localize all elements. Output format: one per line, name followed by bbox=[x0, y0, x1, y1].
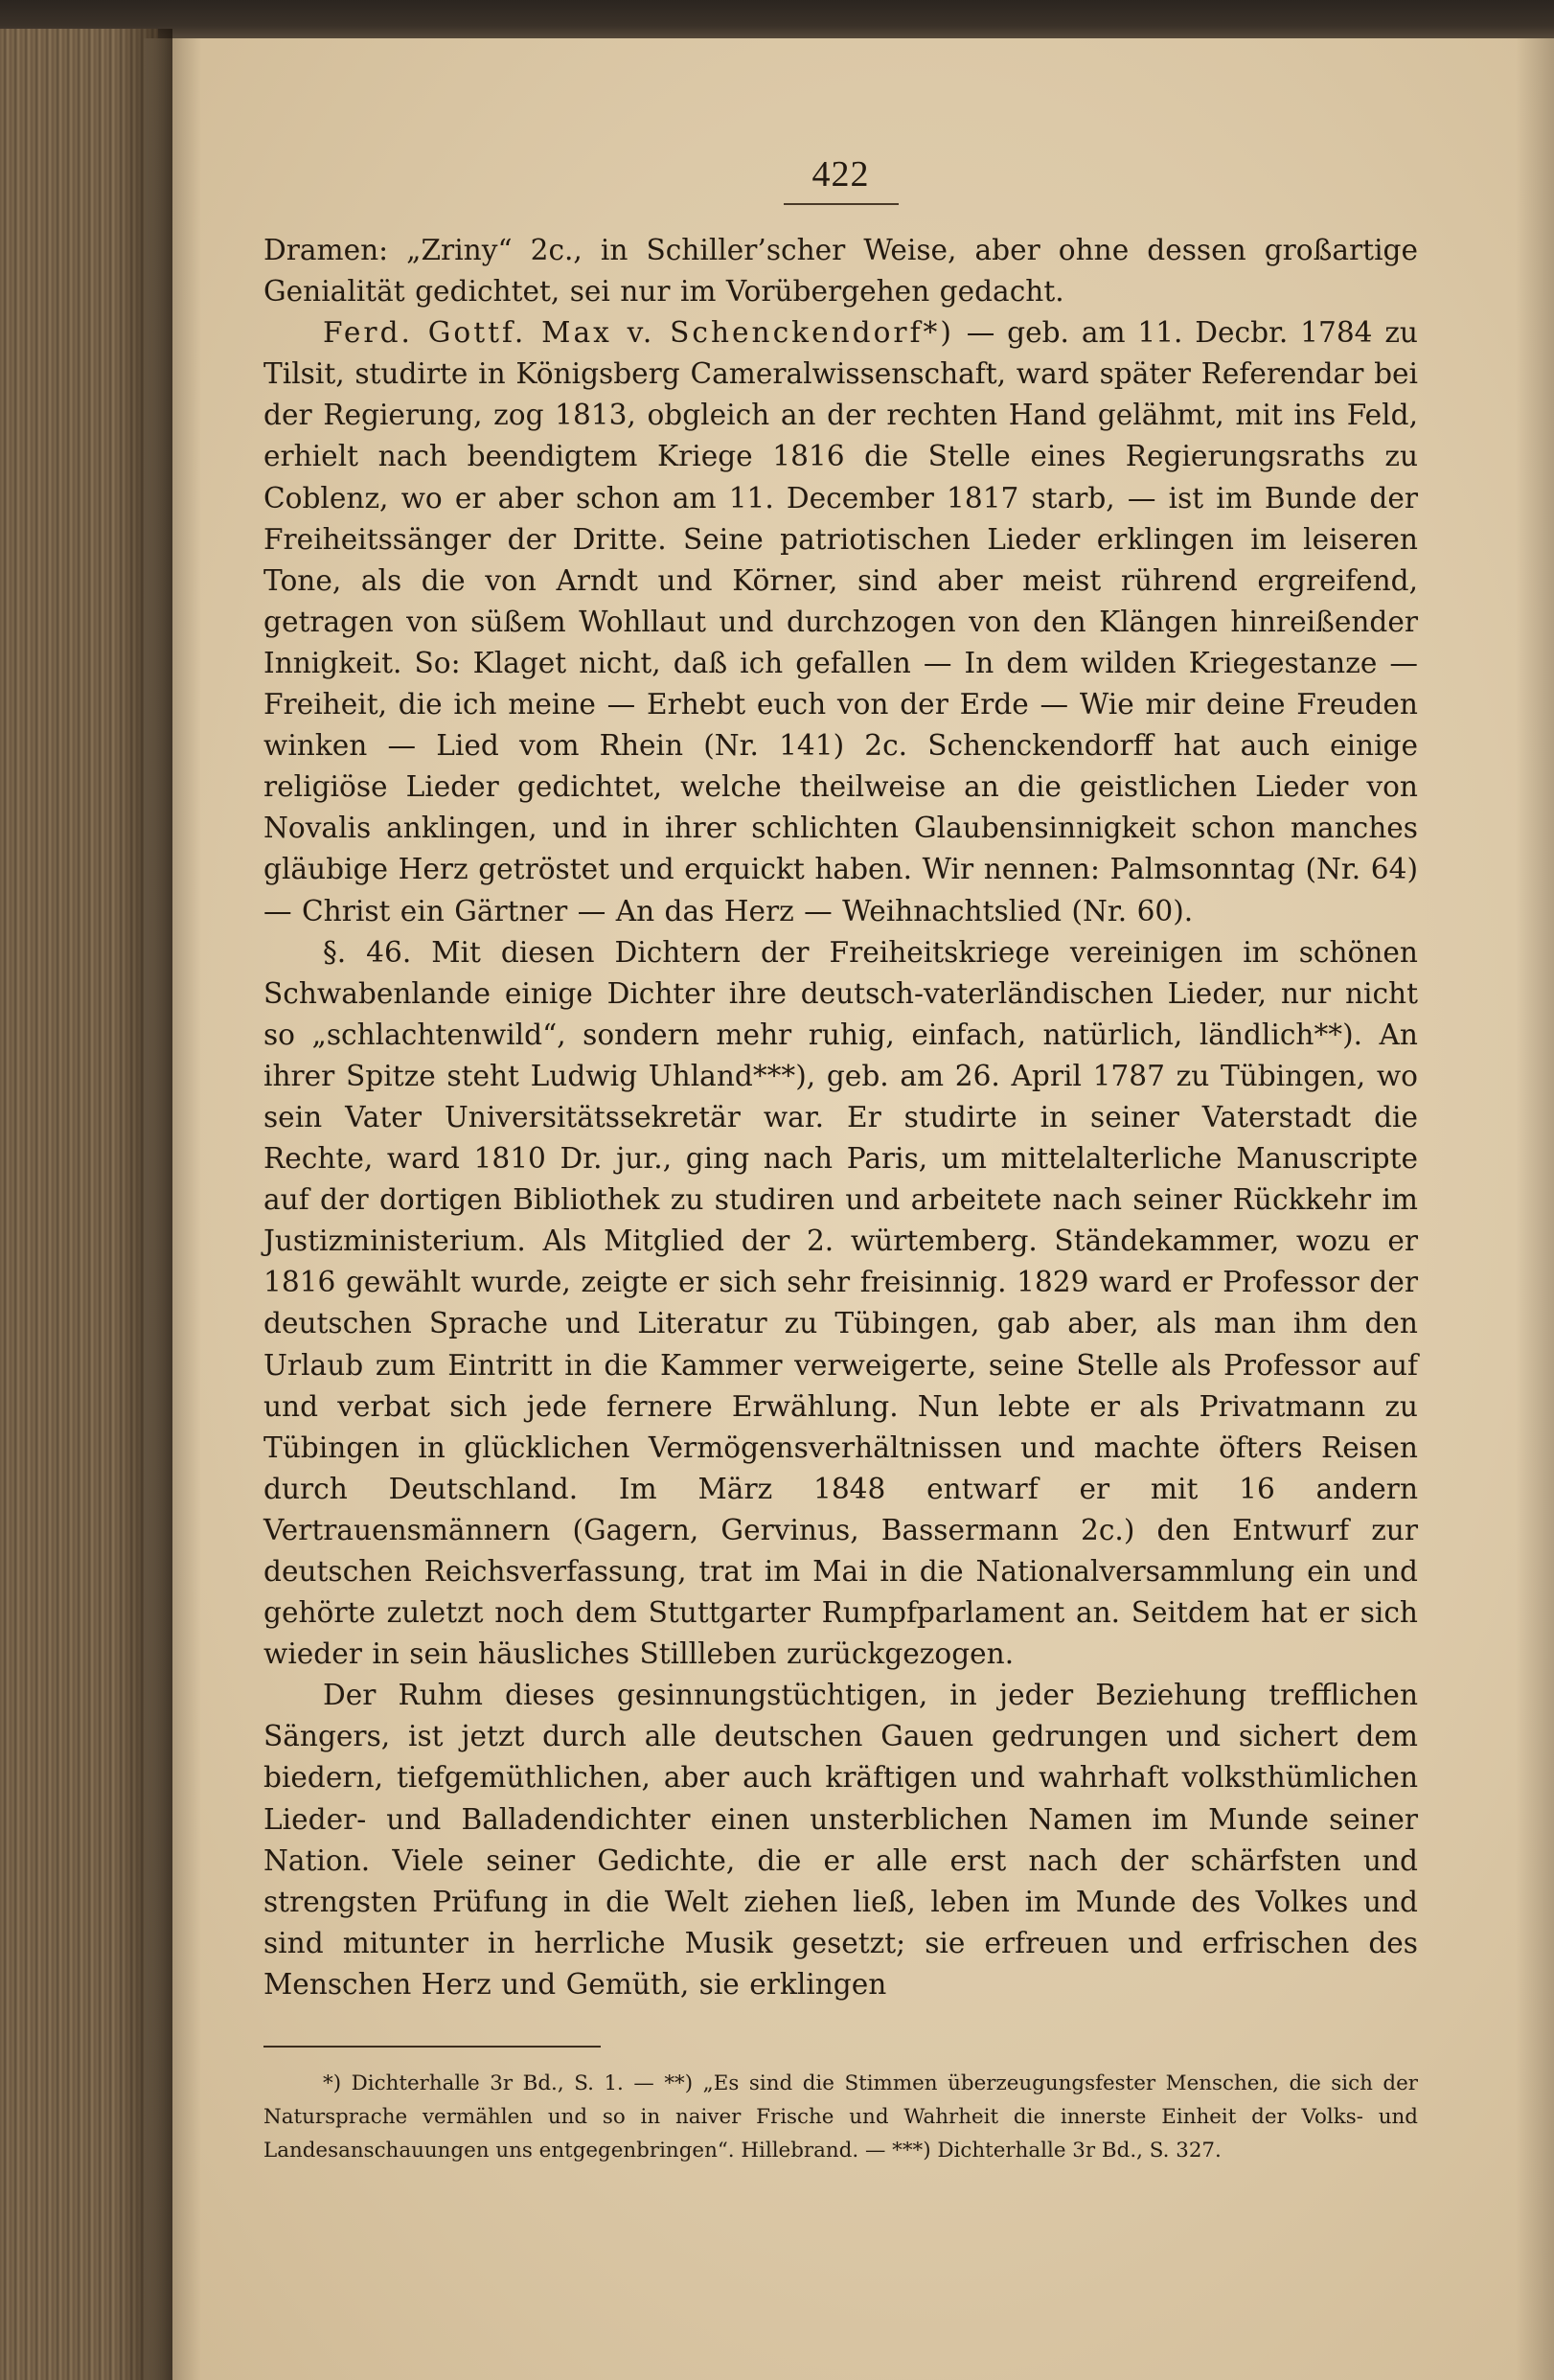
author-name-schenckendorf: Ferd. Gottf. Max v. Schenckendorf*) bbox=[323, 316, 954, 350]
paragraph-uhland: §. 46. Mit diesen Dichtern der Freiheitskriege vereinigen im schönen Schwabenlande einige Dichter ihre deutsch-vaterländischen Lieder, nur nicht so „schlachtenwild“, sondern mehr ruhig, einfach, natürlich, ländlich**). An ihrer Spitze steht Ludwig Uhland***), geb. am 26. April 1787 zu Tübingen, wo sein Vater Universitätssekretär war. Er studirte in seiner Vaterstadt die Rechte, ward 1810 Dr. jur., ging nach Paris, um mittelalterliche Manuscripte auf der dortigen Bibliothek zu studiren und arbeitete nach seiner Rückkehr im Justizministerium. Als Mitglied der 2. würtemberg. Ständekammer, wozu er 1816 gewählt wurde, zeigte er sich sehr freisinnig. 1829 ward er Professor der deutschen Sprache und Literatur zu Tübingen, gab aber, als man ihm den Urlaub zum Eintritt in die Kammer verweigerte, seine Stelle als Professor auf und verbat sich jede fernere Erwählung. Nun lebte er als Privatmann zu Tübingen in glücklichen Vermögensverhältnissen und machte öfters Reisen durch Deutschland. Im März 1848 entwarf er mit 16 andern Vertrauensmännern (Gagern, Gervinus, Bassermann 2c.) den Entwurf zur deutschen Reichsverfassung, trat im Mai in die Nationalversammlung ein und gehörte zuletzt noch dem Stuttgarter Rumpfparlament an. Seitdem hat er sich wieder in sein häusliches Stillleben zurückgezogen. bbox=[263, 935, 1418, 1671]
footnote-rule bbox=[263, 2046, 601, 2048]
footnotes: *) Dichterhalle 3r Bd., S. 1. — **) „Es sind die Stimmen überzeugungsfester Menschen, die sich der Natursprache vermählen und so in naiver Frische und Wahrheit die innerste Einheit der Volks- und Landesanschauungen uns entgegenbringen“. Hillebrand. — ***) Dichterhalle 3r Bd., S. 327. bbox=[263, 2071, 1418, 2163]
paragraph-zriny: Dramen: „Zriny“ 2c., in Schiller’scher Weise, aber ohne dessen großartige Genialität gedichtet, sei nur im Vorübergehen gedacht. bbox=[263, 234, 1418, 309]
top-dark-band bbox=[0, 0, 1554, 42]
right-edge-shadow bbox=[1516, 38, 1554, 2380]
paragraph-schenckendorf bbox=[263, 312, 1418, 931]
page-number: 422 bbox=[811, 154, 870, 195]
page-number-rule bbox=[784, 203, 899, 205]
gutter-shadow bbox=[144, 38, 201, 2380]
paragraph-uhland-fame: Der Ruhm dieses gesinnungstüchtigen, in jeder Beziehung trefflichen Sängers, ist jetzt durch alle deutschen Gauen gedrungen und sichert dem biedern, tiefgemüthlichen, aber auch kräftigen und wahrhaft volksthümlichen Lieder- und Balladendichter einen unsterblichen Namen im Munde seiner Nation. Viele seiner Gedichte, die er alle erst nach der schärfsten und strengsten Prüfung in die Welt ziehen ließ, leben im Munde des Volkes und sind mitunter in herrliche Musik gesetzt; sie erfreuen und erfrischen des Menschen Herz und Gemüth, sie erklingen bbox=[263, 1679, 1418, 2001]
paragraph-schenckendorf-text: — geb. am 11. Decbr. 1784 zu Tilsit, studirte in Königsberg Cameralwissenschaft, ward später Referendar bei der Regierung, zog 1813, obgleich an der rechten Hand gelähmt, mit ins Feld, erhielt nach beendigtem Kriege 1816 die Stelle eines Regierungsraths zu Coblenz, wo er aber schon am 11. December 1817 starb, — ist im Bunde der Freiheitssänger der Dritte. Seine patriotischen Lieder erklingen im leiseren Tone, als die von Arndt und Körner, sind aber meist rührend ergreifend, getragen von süßem Wohllaut und durchzogen von den Klängen hinreißender Innigkeit. So: Klaget nicht, daß ich gefallen — In dem wilden Kriegestanze — Freiheit, die ich meine — Erhebt euch von der Erde — Wie mir deine Freuden winken — Lied vom Rhein (Nr. 141) 2c. Schenckendorff hat auch einige religiöse Lieder gedichtet, welche theilweise an die geistlichen Lieder von Novalis anklingen, und in ihrer schlichten Glaubensinnigkeit schon manches gläubige Herz getröstet und erquickt haben. Wir nennen: Palmsonntag (Nr. 64) — Christ ein Gärtner — An das Herz — Weihnachtslied (Nr. 60). bbox=[263, 316, 1418, 927]
page-content bbox=[263, 153, 1418, 2167]
